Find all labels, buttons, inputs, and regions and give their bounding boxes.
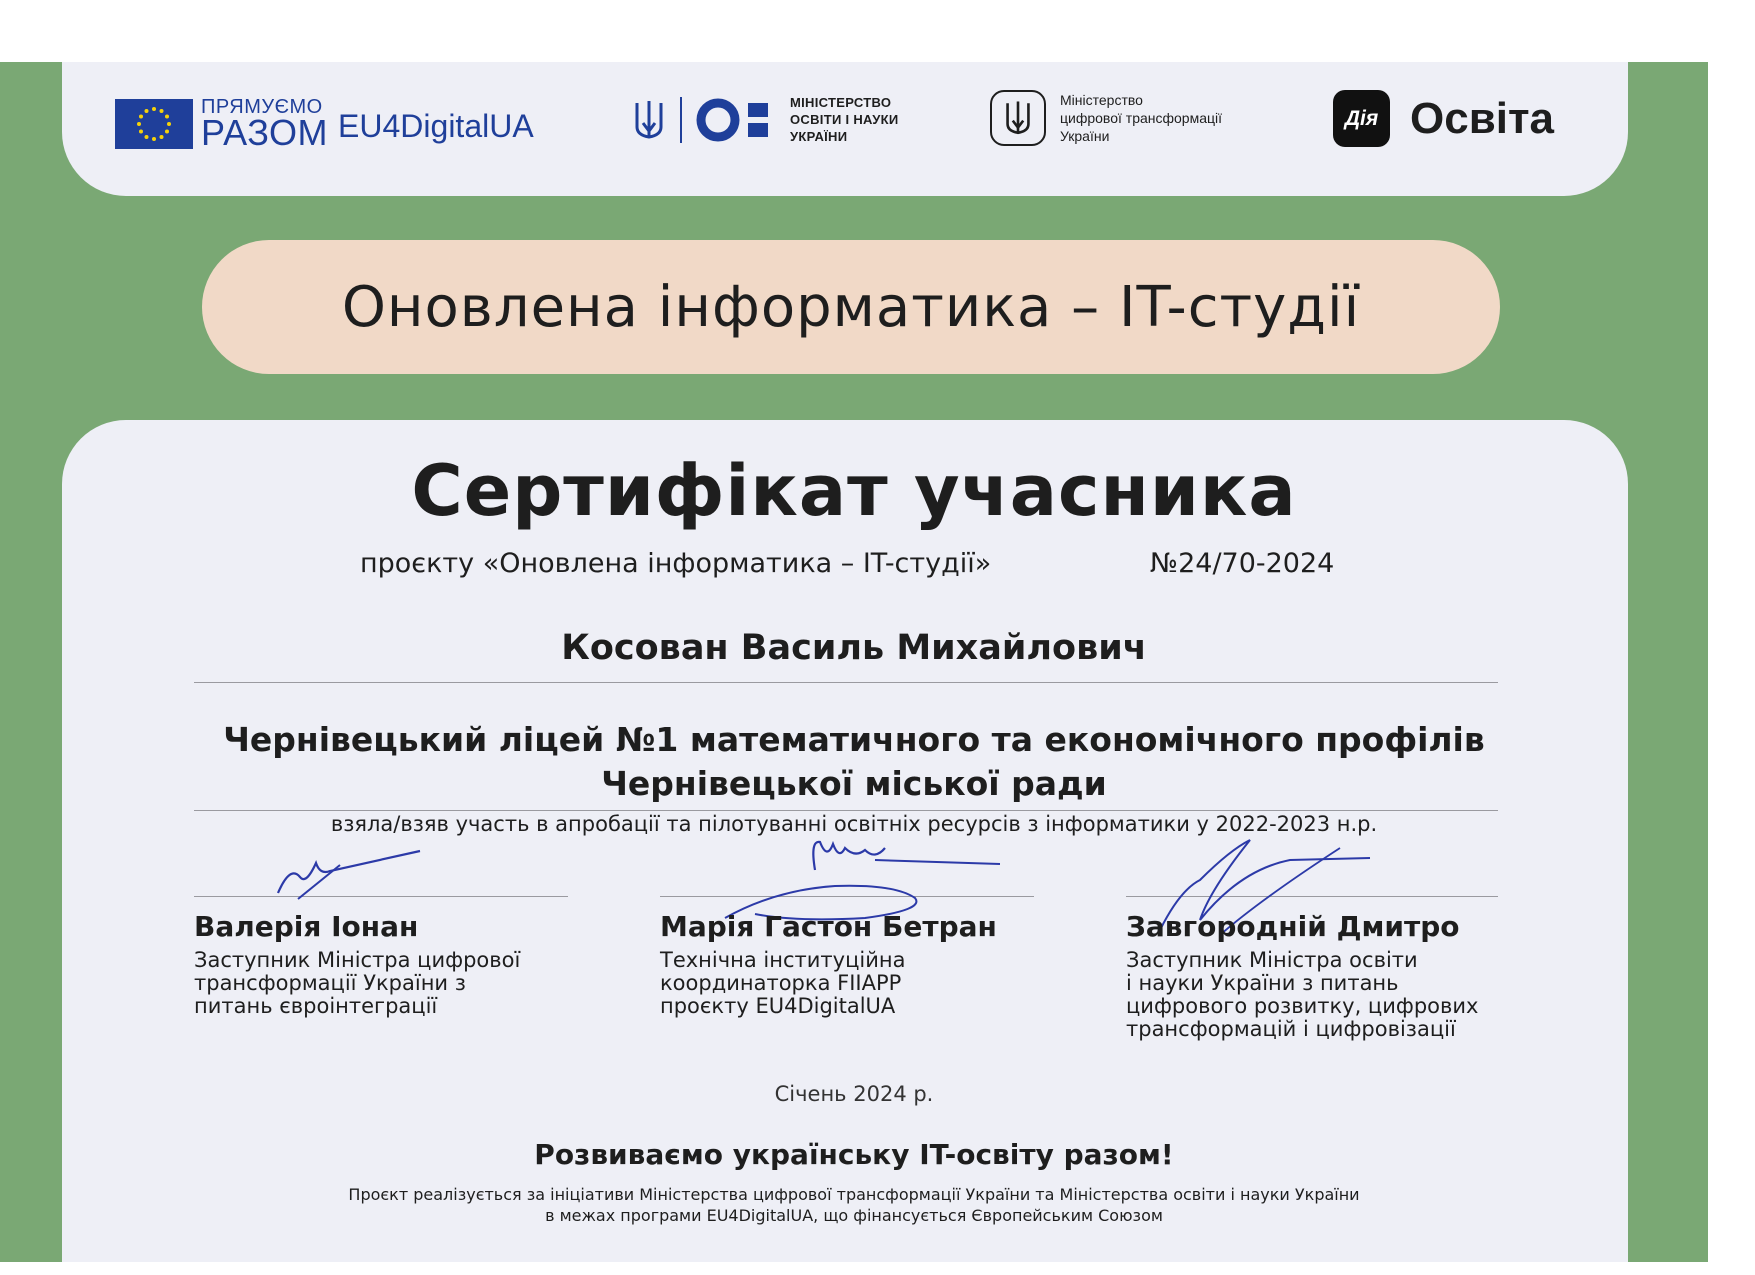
footnote-line1: Проєкт реалізується за ініціативи Міністерства цифрової трансформації України та Міністерства освіти і науки України bbox=[348, 1185, 1360, 1204]
mdt-logo-line1: Міністерство bbox=[1060, 92, 1143, 108]
signer-role-line: Технічна інституційна bbox=[660, 948, 906, 972]
footnote bbox=[0, 1184, 1708, 1226]
mdt-logo-line3: України bbox=[1060, 128, 1110, 144]
banner-title: Оновлена інформатика – IT-студії bbox=[341, 274, 1361, 340]
signer-name: Валерія Іонан bbox=[194, 910, 419, 943]
mdt-logo bbox=[990, 90, 1222, 146]
school-line1: Чернівецький ліцей №1 математичного та економічного профілів bbox=[223, 720, 1485, 759]
signer-zavhorodnii bbox=[1126, 910, 1546, 1041]
school-name bbox=[0, 718, 1708, 806]
eu-logo bbox=[115, 97, 534, 151]
project-line: проєкту «Оновлена інформатика – IT-студії» bbox=[360, 548, 992, 579]
logo-divider bbox=[680, 97, 682, 143]
signer-ionan bbox=[194, 910, 614, 1018]
mon-logo-line2: ОСВІТИ І НАУКИ bbox=[790, 112, 899, 127]
signature-ionan bbox=[270, 845, 430, 905]
eu-logo-line2: РАЗОМ bbox=[201, 112, 329, 153]
school-line2: Чернівецької міської ради bbox=[601, 764, 1107, 803]
signer-role-line: координаторка FIIAPP bbox=[660, 971, 902, 995]
signer-role bbox=[660, 949, 1080, 1018]
signer-gaston bbox=[660, 910, 1080, 1018]
recipient-name: Косован Василь Михайлович bbox=[561, 628, 1147, 668]
signer-role-line: цифрового розвитку, цифрових bbox=[1126, 994, 1479, 1018]
project-banner bbox=[202, 240, 1500, 374]
signer-role-line: і науки України з питань bbox=[1126, 971, 1399, 995]
trident-icon bbox=[990, 90, 1046, 146]
eu-logo-brand: EU4DigitalUA bbox=[338, 107, 534, 144]
certificate-title: Сертифікат учасника bbox=[411, 450, 1297, 532]
signer-name: Завгородній Дмитро bbox=[1126, 910, 1460, 943]
diia-osvita-logo bbox=[1333, 90, 1554, 147]
signer-role-line: трансформацій і цифровізації bbox=[1126, 1017, 1456, 1041]
signer-role-line: Заступник Міністра освіти bbox=[1126, 948, 1418, 972]
signer-role bbox=[1126, 949, 1546, 1041]
osvita-wordmark: Освіта bbox=[1410, 93, 1554, 143]
certificate-number: №24/70-2024 bbox=[1150, 548, 1335, 579]
mon-logo-line1: МІНІСТЕРСТВО bbox=[790, 95, 892, 110]
footnote-line2: в межах програми EU4DigitalUA, що фінансується Європейським Союзом bbox=[545, 1206, 1163, 1225]
page-edge bbox=[0, 1262, 1708, 1275]
signer-role-line: питань євроінтеграції bbox=[194, 994, 438, 1018]
mdt-logo-line2: цифрової трансформації bbox=[1060, 110, 1223, 126]
eu-logo-line1: ПРЯМУЄМО bbox=[201, 96, 323, 118]
issue-date: Січень 2024 р. bbox=[774, 1082, 934, 1106]
signer-name: Марія Гастон Бетран bbox=[660, 910, 997, 943]
signer-role-line: проєкту EU4DigitalUA bbox=[660, 994, 896, 1018]
signer-role bbox=[194, 949, 614, 1018]
slogan: Розвиваємо українську IT-освіту разом! bbox=[534, 1138, 1174, 1171]
divider-line bbox=[194, 810, 1498, 811]
signature-gaston bbox=[725, 842, 1000, 919]
diia-badge: Дія bbox=[1333, 90, 1390, 147]
participation-statement: взяла/взяв участь в апробації та пілотуванні освітніх ресурсів з інформатики у 2022-2023 н.р. bbox=[330, 812, 1378, 836]
signer-role-line: трансформації України з bbox=[194, 971, 466, 995]
signer-role-line: Заступник Міністра цифрової bbox=[194, 948, 521, 972]
mon-mark-icon bbox=[696, 97, 776, 143]
mon-logo bbox=[632, 94, 898, 145]
mon-logo-line3: УКРАЇНИ bbox=[790, 129, 848, 144]
trident-icon bbox=[632, 97, 666, 143]
divider-line bbox=[194, 682, 1498, 683]
eu-flag-icon bbox=[115, 99, 193, 149]
